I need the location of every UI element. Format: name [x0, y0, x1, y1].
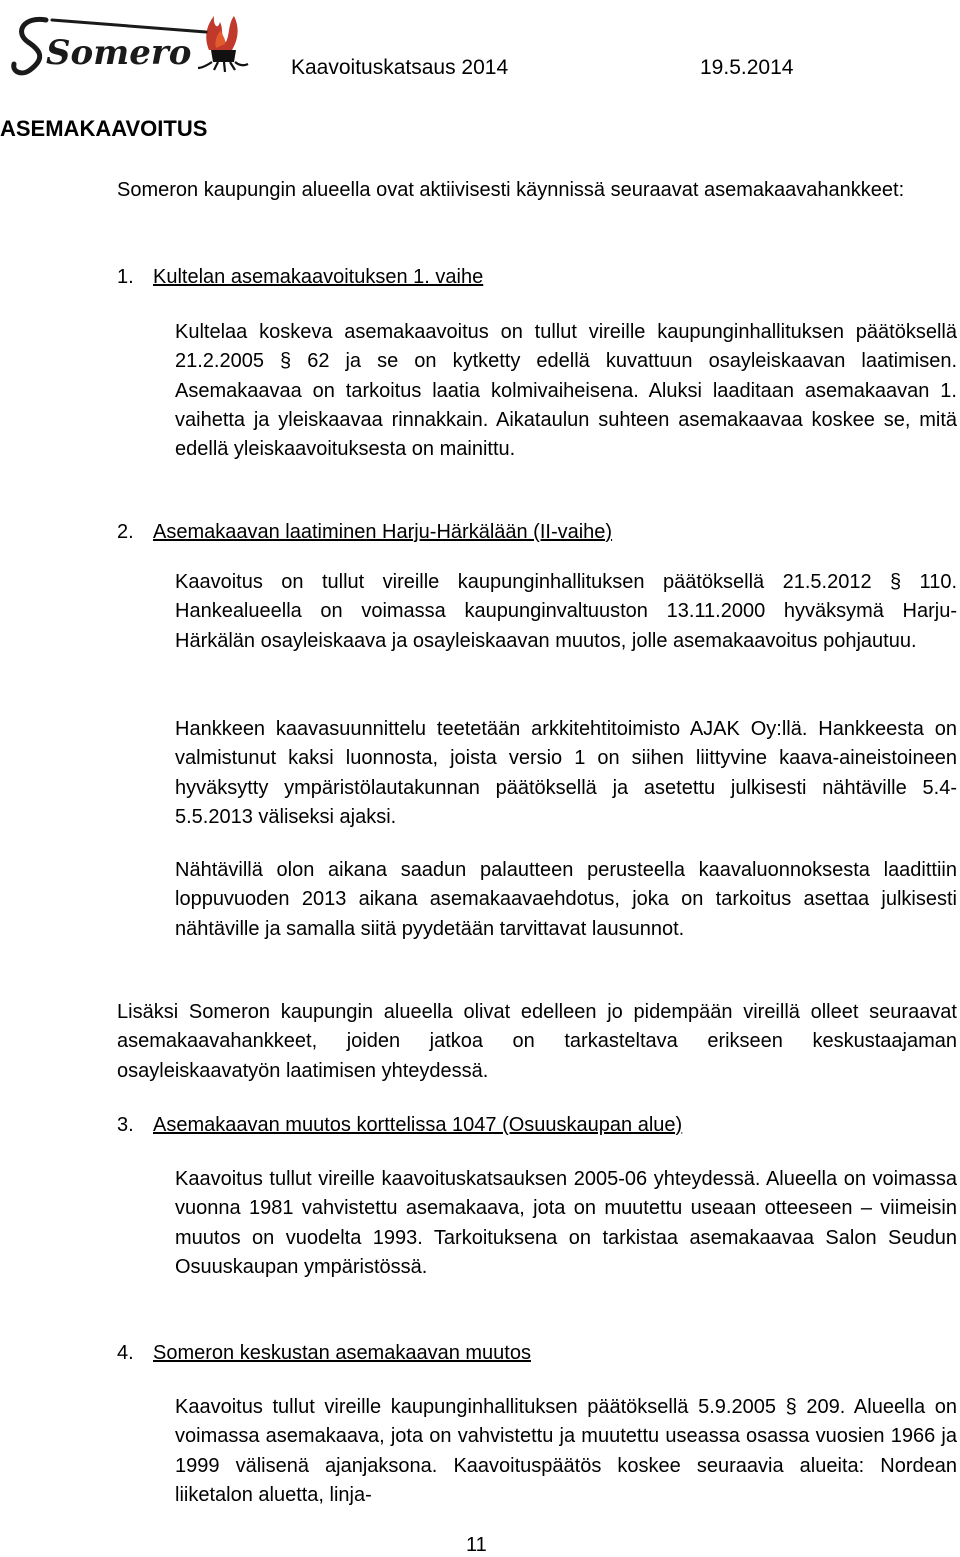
list-item-4-heading — [117, 1339, 531, 1368]
intro-paragraph: Someron kaupungin alueella ovat aktiivisesti käynnissä seuraavat asemakaavahankkeet: — [117, 179, 905, 201]
item-heading: Someron keskustan asemakaavan muutos — [153, 1342, 531, 1364]
item-4-paragraph-1: Kaavoitus tullut vireille kaupunginhallituksen päätöksellä 5.9.2005 § 209. Alueella on voimassa asemakaava, jota on vahvistettu ja muutettu useassa osassa vuosien 1966 ja 1999 välisenä ajanjaksona. Kaavoituspäätös koskee seuraavia alueita: Nordean liiketalon aluetta, linja- — [175, 1396, 957, 1506]
item-1-paragraph-1: Kultelaa koskeva asemakaavoitus on tullut vireille kaupunginhallituksen päätöksellä 21.2.2005 § 62 ja se on kytketty edellä kuvattuun osayleiskaavan laatimisen. Asemakaavaa on tarkoitus laatia kolmivaiheisena. Aluksi laaditaan asemakaavan 1. vaihetta ja yleiskaavaa rinnakkain. Aikataulun suhteen asemakaavaa koskee se, mitä edellä yleiskaavoituksesta on mainittu. — [175, 321, 957, 461]
list-item-1-heading — [117, 263, 483, 292]
middle-paragraph: Lisäksi Someron kaupungin alueella olivat edelleen jo pidempään vireillä olleet seuraavat asemakaavahankkeet, joiden jatkoa on tarkasteltava erikseen keskustaajaman osayleiskaavatyön laatimisen yhteydessä. — [117, 1001, 957, 1082]
logo-wordmark: Somero — [46, 33, 192, 73]
document-title: Kaavoituskatsaus 2014 — [291, 56, 509, 79]
list-item-2-heading — [117, 518, 612, 547]
document-date: 19.5.2014 — [700, 56, 794, 79]
section-title: ASEMAKAAVOITUS — [0, 116, 208, 141]
item-heading: Asemakaavan muutos korttelissa 1047 (Osuuskaupan alue) — [153, 1114, 683, 1136]
page-number: 11 — [466, 1534, 487, 1556]
somero-logo — [6, 2, 266, 94]
item-number: 3. — [117, 1114, 134, 1136]
item-2-paragraph-1: Kaavoitus on tullut vireille kaupunginhallituksen päätöksellä 21.5.2012 § 110. Hankealueella on voimassa kaupunginvaltuuston 13.11.2000 hyväksymä Harju-Härkälän osayleiskaava ja osayleiskaavan muutos, jolle asemakaavoitus pohjautuu. — [175, 571, 957, 652]
item-2-paragraph-3: Nähtävillä olon aikana saadun palautteen perusteella kaavaluonnoksesta laadittiin loppuvuoden 2013 aikana asemakaavaehdotus, joka on tarkoitus asettaa julkisesti nähtäville ja samalla siitä pyydetään tarvittavat lausunnot. — [175, 859, 957, 940]
item-number: 4. — [117, 1342, 134, 1364]
item-3-paragraph-1: Kaavoitus tullut vireille kaavoituskatsauksen 2005-06 yhteydessä. Alueella on voimassa vuonna 1981 vahvistettu asemakaava, jota on muutettu useaan otteeseen – viimeisin muutos on vuodelta 1993. Tarkoituksena on tarkistaa asemakaavaa Salon Seudun Osuuskaupan ympäristössä. — [175, 1168, 957, 1278]
item-2-paragraph-2: Hankkeen kaavasuunnittelu teetetään arkkitehtitoimisto AJAK Oy:llä. Hankkeesta on valmistunut kaksi luonnosta, joista versio 1 on siihen liittyvine kaava-aineistoineen hyväksytty ympäristölautakunnan päätöksellä ja asetettu julkisesti nähtäville 5.4-5.5.2013 väliseksi ajaksi. — [175, 718, 957, 828]
list-item-3-heading — [117, 1111, 682, 1140]
item-number: 1. — [117, 266, 134, 288]
item-number: 2. — [117, 521, 134, 543]
item-heading: Kultelan asemakaavoituksen 1. vaihe — [153, 266, 484, 288]
page-header — [0, 0, 960, 100]
item-heading: Asemakaavan laatiminen Harju-Härkälään (II-vaihe) — [153, 521, 613, 543]
flame-tree-icon — [198, 16, 248, 72]
